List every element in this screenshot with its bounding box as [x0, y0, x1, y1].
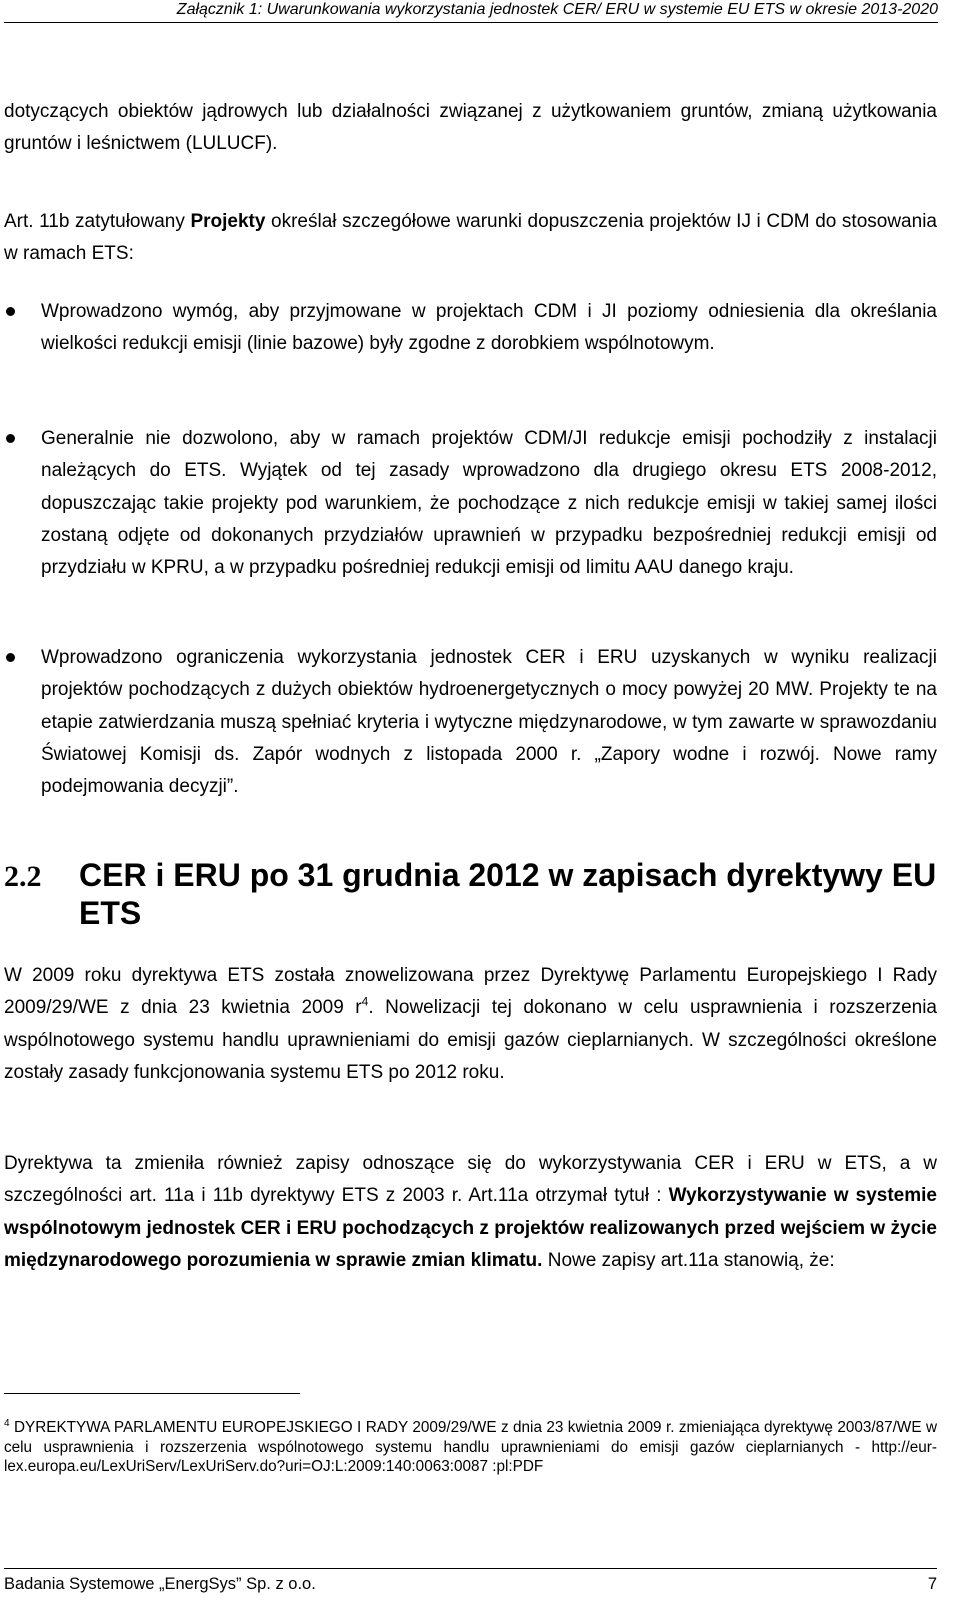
section-title: CER i ERU po 31 grudnia 2012 w zapisach dyrektywy EU ETS	[79, 857, 937, 931]
footnote-text: DYREKTYWA PARLAMENTU EUROPEJSKIEGO I RADY 2009/29/WE z dnia 23 kwietnia 2009 r. zmieniająca dyrektywę 2003/87/WE w celu usprawnienia i rozszerzenia wspólnotowego systemu handlu uprawnieniami do emisji gazów cieplarnianych - http://eur-lex.europa.eu/LexUriServ/LexUriServ.do?uri=OJ:L:2009:140:0063:0087 :pl:PDF	[4, 1419, 937, 1475]
footer-company: Badania Systemowe „EnergSys” Sp. z o.o.	[4, 1575, 316, 1593]
footnote-reference[interactable]: 4	[361, 994, 369, 1009]
paragraph-art11a: Dyrektywa ta zmieniła również zapisy odnoszące się do wykorzystywania CER i ERU w ETS, a w szczególności art. 11a i 11b dyrektywy ETS z 2003 r. Art.11a otrzymał tytuł : Wykorzystywanie w systemie wspólnotowym jednostek CER i ERU pochodzących z projektów realizowanych przed wejściem w życie międzynarodowego porozumienia w sprawie zmian klimatu. Nowe zapisy art.11a stanowią, że:	[4, 1153, 937, 1271]
paragraph-continuation: dotyczących obiektów jądrowych lub działalności związanej z użytkowaniem gruntów, zmianą użytkowania gruntów i leśnictwem (LULUCF).	[4, 101, 937, 155]
bullet-icon	[6, 653, 15, 662]
section-heading	[4, 856, 937, 932]
bullet-text: Generalnie nie dozwolono, aby w ramach projektów CDM/JI redukcje emisji pochodziły z instalacji należących do ETS. Wyjątek od tej zasady wprowadzono dla drugiego okresu ETS 2008-2012, dopuszczając takie projekty pod warunkiem, że pochodzące z nich redukcje emisji w takiej samej ilości zostaną odjęte od dokonanych przydziałów uprawnień w przypadku bezpośredniej redukcji emisji od przydziału w KPRU, a w przypadku pośredniej redukcji emisji od limitu AAU danego kraju.	[41, 428, 937, 579]
art11b-bold-title: Projekty	[190, 211, 266, 232]
footnote-separator	[4, 1393, 300, 1394]
bullet-icon	[6, 307, 15, 316]
section-number: 2.2	[4, 860, 42, 893]
bullet-item	[4, 296, 937, 361]
bullet-item	[4, 642, 937, 803]
header-text: Załącznik 1: Uwarunkowania wykorzystania jednostek CER/ ERU w systemie EU ETS w okresie 2013-2020	[176, 1, 938, 18]
bullet-item	[4, 423, 937, 584]
page-footer	[4, 1568, 937, 1595]
footnote-number: 4	[4, 1417, 10, 1429]
bullet-text: Wprowadzono wymóg, aby przyjmowane w projektach CDM i JI poziomy odniesienia dla określania wielkości redukcji emisji (linie bazowe) były zgodne z dorobkiem wspólnotowym.	[41, 301, 937, 355]
paragraph-art11b: Art. 11b zatytułowany Projekty określał szczegółowe warunki dopuszczenia projektów IJ i CDM do stosowania w ramach ETS:	[4, 211, 937, 265]
bullet-icon	[6, 434, 15, 443]
paragraph-directive-2009: W 2009 roku dyrektywa ETS została znowelizowana przez Dyrektywę Parlamentu Europejskiego I Rady 2009/29/WE z dnia 23 kwietnia 2009 $r^4$. Nowelizacji tej dokonano w celu usprawnienia i rozszerzenia wspólnotowego systemu handlu uprawnieniami do emisji gazów cieplarnianych. W szczególności określone zostały zasady funkcjonowania systemu ETS po 2012 roku.	[4, 965, 938, 1083]
art11a-bold-title: Wykorzystywanie w systemie wspólnotowym jednostek CER i ERU pochodzących z projektów realizowanych przed wejściem w życie międzynarodowego porozumienia w sprawie zmian klimatu.	[4, 1185, 937, 1271]
footnote	[4, 1418, 937, 1477]
page-number: 7	[927, 1575, 937, 1593]
running-header	[4, 0, 938, 23]
bullet-text: Wprowadzono ograniczenia wykorzystania jednostek CER i ERU uzyskanych w wyniku realizacji projektów pochodzących z dużych obiektów hydroenergetycznych o mocy powyżej 20 MW. Projekty te na etapie zatwierdzania muszą spełniać kryteria i wytyczne międzynarodowe, w tym zawarte w sprawozdaniu Światowej Komisji ds. Zapór wodnych z listopada 2000 r. „Zapory wodne i rozwój. Nowe ramy podejmowania decyzji”.	[41, 647, 937, 798]
